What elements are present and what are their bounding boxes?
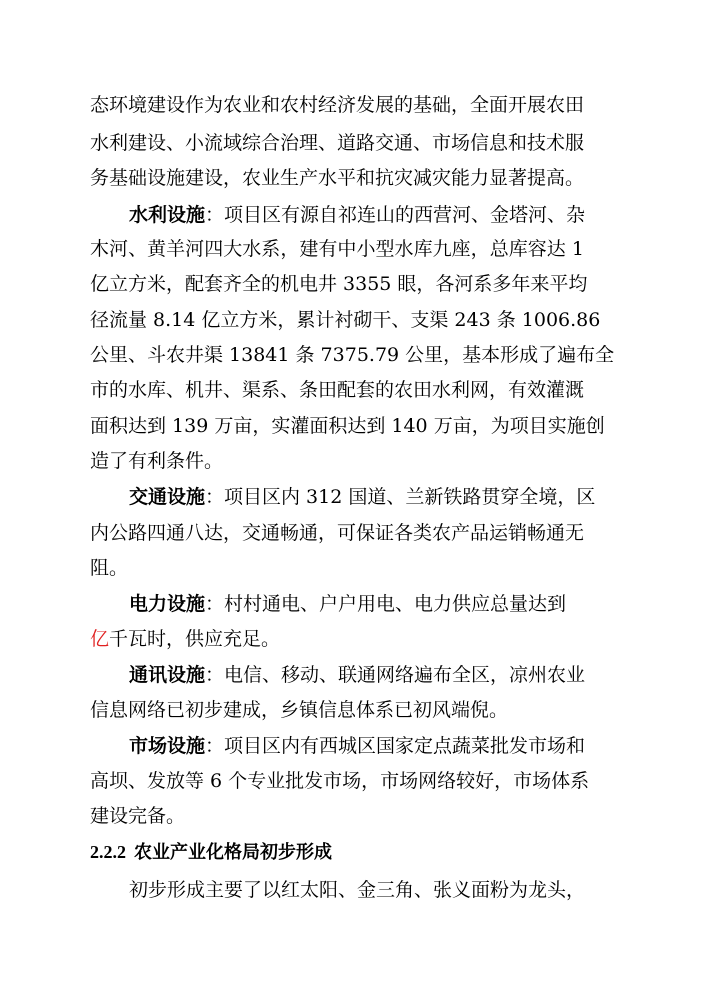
market-line-3: 建设完备。 [90, 805, 186, 827]
power-highlight-red: 亿 [90, 628, 110, 650]
water-line-2: 木河、黄羊河四大水系，建有中小型水库九座，总库容达 1 [90, 238, 584, 260]
traffic-line-2: 内公路四通八达，交通畅通，可保证各类农产品运销畅通无 [90, 522, 585, 544]
traffic-term: 交通设施 [129, 486, 206, 508]
power-paragraph-second-line [90, 622, 584, 656]
water-line-3: 亿立方米，配套齐全的机电井 3355 眼，各河系多年来平均 [90, 273, 588, 295]
water-line-7: 面积达到 139 万亩，实灌面积达到 140 万亩，为项目实施创 [90, 415, 605, 437]
market-line-2: 高坝、发放等 6 个专业批发市场，市场网络较好，市场体系 [90, 770, 590, 792]
market-term: 市场设施 [129, 735, 206, 757]
traffic-paragraph-first-line [129, 480, 596, 514]
section-heading [90, 835, 332, 869]
market-line-1: ：项目区内有西城区国家定点蔬菜批发市场和 [205, 735, 586, 757]
telecom-line-1: ：电信、移动、联通网络遍布全区，凉州农业 [205, 664, 586, 686]
water-line-8: 造了有利条件。 [90, 450, 224, 472]
telecom-term: 通讯设施 [129, 664, 206, 686]
traffic-line-3: 阻。 [90, 557, 129, 579]
water-term: 水利设施 [129, 204, 206, 226]
section-title: 农业产业化格局初步形成 [134, 842, 332, 863]
water-line-5: 公里、斗农井渠 13841 条 7375.79 公里，基本形成了遍布全 [90, 344, 615, 366]
traffic-line-1: ：项目区内 312 国道、兰新铁路贯穿全境，区 [205, 486, 596, 508]
power-line-1: ：村村通电、户户用电、电力供应总量达到 [205, 593, 567, 615]
telecom-paragraph-first-line [129, 658, 584, 692]
closing-line-1: 初步形成主要了以红太阳、金三角、张义面粉为龙头， [129, 879, 586, 901]
water-line-1: ：项目区有源自祁连山的西营河、金塔河、杂 [205, 204, 586, 226]
intro-line-3: 务基础设施建设，农业生产水平和抗灾减灾能力显著提高。 [90, 167, 585, 189]
market-paragraph-first-line [129, 729, 584, 763]
power-paragraph-first-line [129, 587, 584, 621]
intro-line-1: 态环境建设作为农业和农村经济发展的基础，全面开展农田 [90, 94, 585, 116]
water-line-6: 市的水库、机井、渠系、条田配套的农田水利网，有效灌溉 [90, 379, 585, 401]
water-line-4: 径流量 8.14 亿立方米，累计衬砌干、支渠 243 条 1006.86 [90, 309, 601, 331]
section-number: 2.2.2 [90, 842, 126, 862]
water-paragraph-first-line [129, 198, 584, 232]
intro-line-2: 水利建设、小流域综合治理、道路交通、市场信息和技术服 [90, 132, 585, 154]
power-line-2: 千瓦时，供应充足。 [109, 628, 281, 650]
telecom-line-2: 信息网络已初步建成，乡镇信息体系已初风端倪。 [90, 699, 509, 721]
power-term: 电力设施 [129, 593, 206, 615]
